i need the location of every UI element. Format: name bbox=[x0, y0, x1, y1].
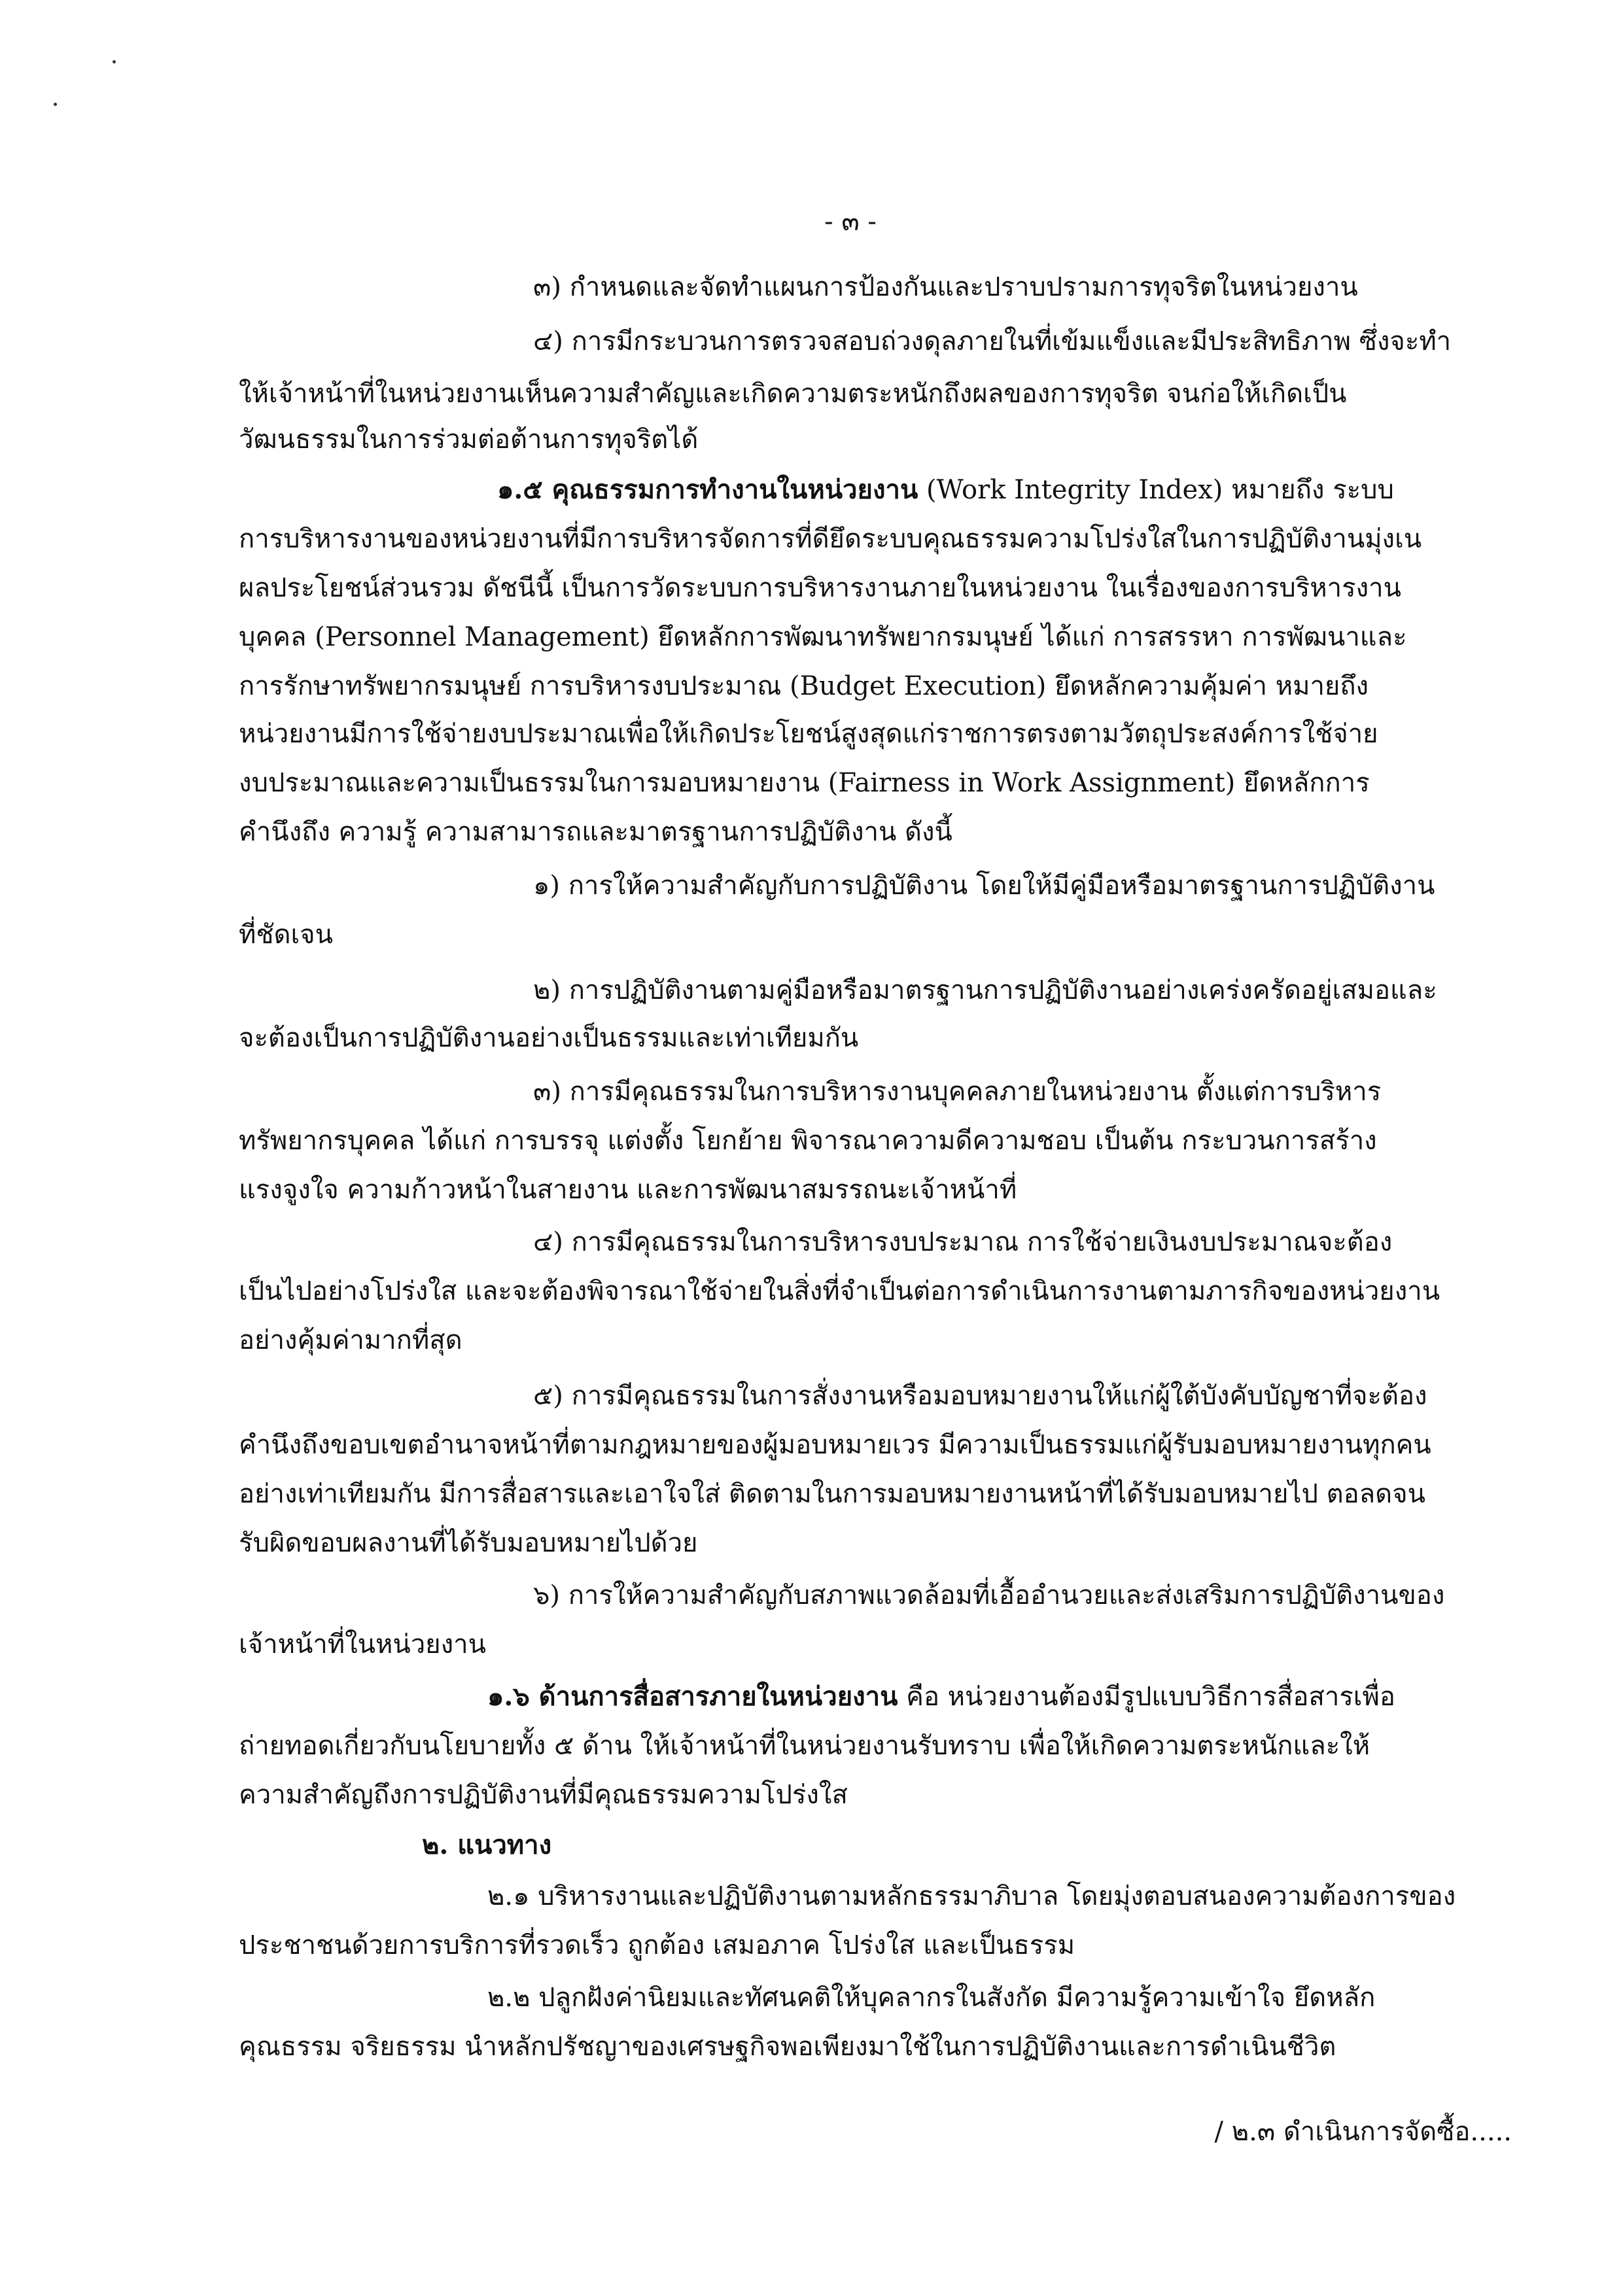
bold-heading: ๑.๕ คุณธรรมการทำงานในหน่วยงาน bbox=[497, 474, 918, 505]
heading-rest: คือ หน่วยงานต้องมีรูปแบบวิธีการสื่อสารเพื่อ bbox=[898, 1682, 1395, 1712]
bold-heading: ๑.๖ ด้านการสื่อสารภายในหน่วยงาน bbox=[487, 1681, 898, 1712]
text-line: แรงจูงใจ ความก้าวหน้าในสายงาน และการพัฒนาสมรรถนะเจ้าหน้าที่ bbox=[239, 1175, 1017, 1205]
text-line: วัฒนธรรมในการร่วมต่อต้านการทุจริตได้ bbox=[239, 425, 699, 455]
bold-heading: ๒. แนวทาง bbox=[422, 1830, 552, 1860]
heading-rest: (Work Integrity Index) หมายถึง ระบบ bbox=[918, 475, 1394, 505]
text-line: ที่ชัดเจน bbox=[239, 920, 333, 950]
text-line: ๒.๑ บริหารงานและปฏิบัติงานตามหลักธรรมาภิบาล โดยมุ่งตอบสนองความต้องการของ bbox=[487, 1881, 1456, 1911]
text-line: เป็นไปอย่างโปร่งใส และจะต้องพิจารณาใช้จ่ายในสิ่งที่จำเป็นต่อการดำเนินการงานตามภารกิจของหน่วยงาน bbox=[239, 1276, 1440, 1306]
text-line: ๕) การมีคุณธรรมในการสั่งงานหรือมอบหมายงานให้แก่ผู้ใต้บังคับบัญชาที่จะต้อง bbox=[533, 1381, 1427, 1411]
text-line: ๑) การให้ความสำคัญกับการปฏิบัติงาน โดยให้มีคู่มือหรือมาตรฐานการปฏิบัติงาน bbox=[533, 871, 1435, 901]
text-line: ทรัพยากรบุคคล ได้แก่ การบรรจุ แต่งตั้ง โยกย้าย พิจารณาความดีความชอบ เป็นต้น กระบวนการสร้าง bbox=[239, 1126, 1377, 1156]
text-line: งบประมาณและความเป็นธรรมในการมอบหมายงาน (Fairness in Work Assignment) ยึดหลักการ bbox=[239, 768, 1370, 798]
text-line: ๓) กำหนดและจัดทำแผนการป้องกันและปราบปรามการทุจริตในหน่วยงาน bbox=[533, 272, 1358, 302]
text-line: จะต้องเป็นการปฏิบัติงานอย่างเป็นธรรมและเท่าเทียมกัน bbox=[239, 1023, 859, 1053]
text-line: ๒.๒ ปลูกฝังค่านิยมและทัศนคติให้บุคลากรในสังกัด มีความรู้ความเข้าใจ ยึดหลัก bbox=[487, 1983, 1376, 2013]
text-line: ๖) การให้ความสำคัญกับสภาพแวดล้อมที่เอื้ออำนวยและส่งเสริมการปฏิบัติงานของ bbox=[533, 1580, 1445, 1610]
text-line: ผลประโยชน์ส่วนรวม ดัชนีนี้ เป็นการวัดระบบการบริหารงานภายในหน่วยงาน ในเรื่องของการบริหารงาน bbox=[239, 573, 1401, 603]
text-line: คุณธรรม จริยธรรม นำหลักปรัชญาของเศรษฐกิจพอเพียงมาใช้ในการปฏิบัติงานและการดำเนินชีวิต bbox=[239, 2032, 1336, 2062]
text-line: ๔) การมีกระบวนการตรวจสอบถ่วงดุลภายในที่เข้มแข็งและมีประสิทธิภาพ ซึ่งจะทำ bbox=[533, 326, 1452, 357]
text-line: ๓) การมีคุณธรรมในการบริหารงานบุคคลภายในหน่วยงาน ตั้งแต่การบริหาร bbox=[533, 1077, 1382, 1107]
text-line: ถ่ายทอดเกี่ยวกับนโยบายทั้ง ๕ ด้าน ให้เจ้าหน้าที่ในหน่วยงานรับทราบ เพื่อให้เกิดความตระหนักและให้ bbox=[239, 1731, 1370, 1761]
text-line: การบริหารงานของหน่วยงานที่มีการบริหารจัดการที่ดียึดระบบคุณธรรมความโปร่งใสในการปฏิบัติงานมุ่งเน bbox=[239, 524, 1422, 554]
text-line: ประชาชนด้วยการบริการที่รวดเร็ว ถูกต้อง เสมอภาค โปร่งใส และเป็นธรรม bbox=[239, 1930, 1075, 1960]
text-line: รับผิดขอบผลงานที่ได้รับมอบหมายไปด้วย bbox=[239, 1528, 698, 1558]
text-line: ให้เจ้าหน้าที่ในหน่วยงานเห็นความสำคัญและเกิดความตระหนักถึงผลของการทุจริต จนก่อให้เกิดเป็น bbox=[239, 379, 1347, 409]
text-line bbox=[422, 1823, 1482, 1868]
text-line: ๔) การมีคุณธรรมในการบริหารงบประมาณ การใช้จ่ายเงินงบประมาณจะต้อง bbox=[533, 1227, 1393, 1257]
text-line: อย่างเท่าเทียมกัน มีการสื่อสารและเอาใจใส่ ติดตามในการมอบหมายงานหน้าที่ได้รับมอบหมายไป ตอลดจน bbox=[239, 1479, 1425, 1509]
continuation-note: / ๒.๓ ดำเนินการจัดซื้อ..... bbox=[1214, 2117, 1512, 2147]
text-line: เจ้าหน้าที่ในหน่วยงาน bbox=[239, 1629, 486, 1660]
scan-speck bbox=[54, 103, 57, 106]
text-line: อย่างคุ้มค่ามากที่สุด bbox=[239, 1325, 462, 1355]
scan-speck bbox=[113, 60, 116, 63]
text-line: การรักษาทรัพยากรมนุษย์ การบริหารงบประมาณ (Budget Execution) ยึดหลักความคุ้มค่า หมายถึง bbox=[239, 671, 1369, 701]
text-line bbox=[497, 468, 1482, 512]
text-line: บุคคล (Personnel Management) ยึดหลักการพัฒนาทรัพยากรมนุษย์ ได้แก่ การสรรหา การพัฒนาและ bbox=[239, 622, 1407, 652]
text-line: หน่วยงานมีการใช้จ่ายงบประมาณเพื่อให้เกิดประโยชน์สูงสุดแก่ราชการตรงตามวัตถุประสงค์การใช้จ่าย bbox=[239, 719, 1378, 749]
page-number: - ๓ - bbox=[824, 207, 877, 237]
text-line bbox=[487, 1675, 1482, 1719]
text-line: คำนึงถึง ความรู้ ความสามารถและมาตรฐานการปฏิบัติงาน ดังนี้ bbox=[239, 817, 952, 847]
text-line: คำนึงถึงขอบเขตอำนาจหน้าที่ตามกฎหมายของผู้มอบหมายเวร มีความเป็นธรรมแก่ผู้รับมอบหมายงานทุกคน bbox=[239, 1430, 1431, 1460]
text-line: ๒) การปฏิบัติงานตามคู่มือหรือมาตรฐานการปฏิบัติงานอย่างเคร่งครัดอยู่เสมอและ bbox=[533, 975, 1437, 1005]
text-line: ความสำคัญถึงการปฏิบัติงานที่มีคุณธรรมความโปร่งใส bbox=[239, 1780, 848, 1810]
